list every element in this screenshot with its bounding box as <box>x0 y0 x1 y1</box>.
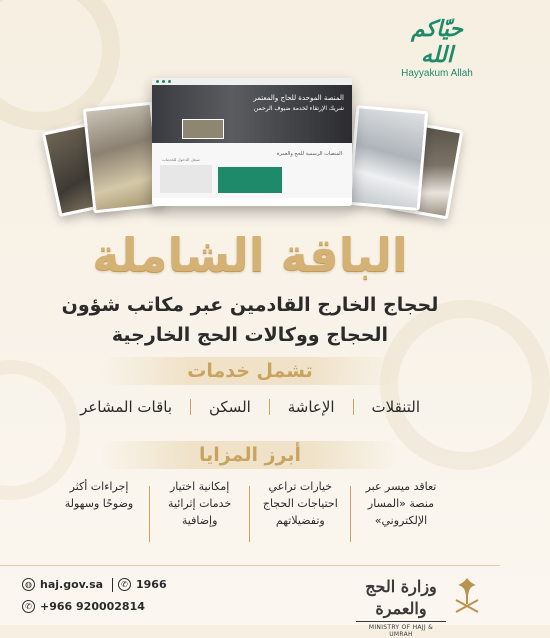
screenshot-login-label: سجل الدخول للخدمات <box>162 157 200 162</box>
website-contact[interactable] <box>22 578 103 591</box>
screenshot-thumbnail <box>182 119 224 139</box>
service-item: السكن <box>208 398 251 416</box>
phone-icon: ✆ <box>118 578 131 591</box>
whatsapp-icon: ✆ <box>22 600 35 613</box>
phone-number[interactable]: +966 920002814 <box>40 600 145 613</box>
subtitle-line-2: الحجاج ووكالات الحج الخارجية <box>111 324 389 346</box>
service-item: باقات المشاعر <box>80 398 173 416</box>
main-title: الباقة الشاملة <box>92 228 408 282</box>
features-list <box>58 478 442 550</box>
ministry-name-english: MINISTRY OF HAJJ & UMRAH <box>356 621 446 638</box>
divider <box>269 399 270 415</box>
screenshot-hero <box>152 85 352 143</box>
screenshot-hero-title: المنصة الموحدة للحاج والمعتمر <box>253 94 344 102</box>
screenshot-lower-section <box>152 143 352 198</box>
divider <box>249 486 250 542</box>
divider <box>353 399 354 415</box>
whatsapp-contact[interactable] <box>22 600 145 613</box>
photo-train <box>348 105 428 211</box>
hotline-number[interactable]: 1966 <box>136 578 167 591</box>
divider <box>149 486 150 542</box>
photo-collage <box>40 70 470 230</box>
feature-item: إجراءات أكثر وضوحًا وسهولة <box>64 480 134 510</box>
service-item: الإعاشة <box>287 398 335 416</box>
subtitle <box>30 290 470 350</box>
logo-english-text: Hayyakum Allah <box>401 68 473 79</box>
ministry-logo <box>356 576 446 638</box>
features-heading: أبرز المزايا <box>100 441 400 469</box>
feature-item: خيارات تراعي احتياجات الحجاج وتفضيلاتهم <box>262 480 338 527</box>
divider <box>350 486 351 542</box>
services-list <box>80 392 420 422</box>
screenshot-panel <box>160 165 212 193</box>
subtitle-line-1: لحجاج الخارج القادمين عبر مكاتب شؤون <box>61 294 439 316</box>
divider <box>112 578 113 592</box>
screenshot-hero-subtitle: شريك الإرتقاء لخدمة ضيوف الرحمن <box>253 105 344 112</box>
feature-item: تعاقد ميسر عبر منصة «المسار الإلكتروني» <box>365 480 437 527</box>
service-item: التنقلات <box>371 398 420 416</box>
browser-bar <box>152 78 352 85</box>
saudi-emblem-icon <box>452 576 482 614</box>
platform-screenshot <box>152 78 352 206</box>
hotline-contact[interactable] <box>118 578 167 591</box>
website-link[interactable]: haj.gov.sa <box>40 578 104 591</box>
globe-icon: ◍ <box>22 578 35 591</box>
footer <box>0 565 500 638</box>
ministry-name-arabic: وزارة الحج والعمرة <box>365 577 437 618</box>
divider <box>190 399 191 415</box>
logo-arabic-text: حيّاكم الله <box>410 16 464 68</box>
screenshot-section-label: المنصات الرسمية للحج والعمرة <box>276 151 342 157</box>
screenshot-green-card <box>218 167 282 193</box>
services-heading: تشمل خدمات <box>100 357 400 385</box>
feature-item: إمكانية اختيار خدمات إثرائية وإضافية <box>168 480 232 527</box>
